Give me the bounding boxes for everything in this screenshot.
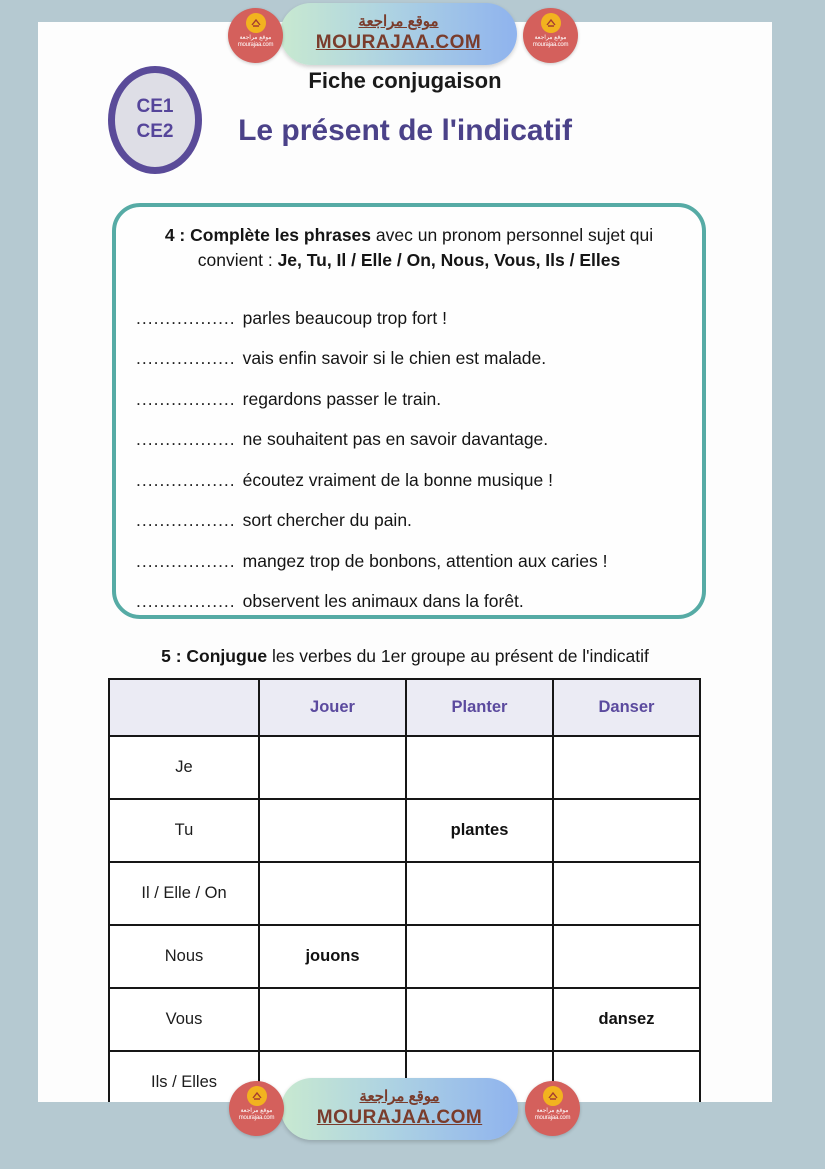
site-domain: MOURAJAA.COM (316, 1106, 483, 1128)
logo-caption: موقع مراجعة mourajaa.com (238, 1108, 275, 1121)
answer-blank: ................. (136, 348, 236, 368)
sentence-line: ................. sort chercher du pain. (136, 510, 412, 530)
corner-cell (109, 679, 259, 736)
exercise5-instruction: 5 : Conjugue les verbes du 1er groupe au présent de l'indicatif (161, 646, 649, 666)
answer-cell (406, 925, 553, 988)
column-header-danser: Danser (553, 679, 700, 736)
answer-cell (259, 988, 406, 1051)
grade-level-ce1: CE1 (136, 96, 174, 118)
mourajaa-logo-icon (247, 1086, 267, 1106)
answer-cell: plantes (406, 799, 553, 862)
column-header-planter: Planter (406, 679, 553, 736)
pronoun-cell: Nous (109, 925, 259, 988)
answer-cell (406, 988, 553, 1051)
column-header-jouer: Jouer (259, 679, 406, 736)
site-name-arabic: موقع مراجعة (358, 13, 439, 31)
mourajaa-logo-icon (543, 1086, 563, 1106)
mourajaa-logo-icon (541, 13, 561, 33)
sheet-subtitle: Fiche conjugaison (308, 68, 502, 93)
answer-cell: dansez (553, 988, 700, 1051)
pronoun-cell: Tu (109, 799, 259, 862)
sentence-line: ................. regardons passer le train. (136, 388, 442, 409)
answer-cell: jouons (259, 925, 406, 988)
pronoun-cell: Il / Elle / On (109, 862, 259, 925)
sentence-line: ................. mangez trop de bonbons, attention aux caries ! (136, 550, 608, 571)
pronoun-cell: Vous (109, 988, 259, 1051)
answer-cell (553, 925, 700, 988)
exercise4-box (112, 203, 706, 619)
answer-cell (406, 736, 553, 799)
answer-blank: ................. (136, 469, 236, 490)
sentence-line: ................. parles beaucoup trop fort ! (136, 307, 447, 328)
exercise4-instruction (116, 223, 702, 274)
answer-blank: ................. (136, 429, 236, 449)
worksheet-page (38, 22, 772, 1102)
answer-blank: ................. (136, 510, 236, 530)
sentence-line: ................. vais enfin savoir si le chien est malade. (136, 348, 547, 368)
sentence-line: ................. écoutez vraiment de la bonne musique ! (136, 469, 553, 490)
logo-caption: موقع مراجعة mourajaa.com (534, 1108, 571, 1121)
mourajaa-logo-icon (246, 13, 266, 33)
mourajaa-logo-badge (523, 8, 578, 63)
answer-cell (406, 862, 553, 925)
conjugation-table (108, 678, 701, 1102)
mourajaa-logo-badge (229, 1081, 284, 1136)
site-domain: MOURAJAA.COM (315, 31, 482, 53)
site-banner-top (280, 3, 517, 65)
answer-cell (553, 799, 700, 862)
table-row (109, 862, 700, 925)
answer-cell (259, 862, 406, 925)
grade-level-ce2: CE2 (136, 121, 174, 142)
answer-blank: ................. (136, 307, 236, 328)
table-row (109, 925, 700, 988)
pronoun-cell: Je (109, 736, 259, 799)
site-banner-bottom (281, 1078, 518, 1140)
table-row (109, 736, 700, 799)
answer-blank: ................. (136, 550, 236, 571)
answer-blank: ................. (136, 388, 236, 409)
sentence-line: ................. ne souhaitent pas en savoir davantage. (136, 429, 549, 449)
answer-cell (553, 862, 700, 925)
answer-cell (259, 799, 406, 862)
mourajaa-logo-badge (525, 1081, 580, 1136)
pronoun-cell: Ils / Elles (109, 1051, 259, 1102)
exercise4-instruction-line2: convient : Je, Tu, Il / Elle / On, Nous, Vous, Ils / Elles (197, 250, 621, 271)
table-row (109, 988, 700, 1051)
logo-caption: موقع مراجعة mourajaa.com (532, 35, 569, 48)
answer-cell (553, 736, 700, 799)
site-name-arabic: موقع مراجعة (359, 1088, 440, 1106)
answer-blank: ................. (136, 591, 236, 611)
table-header-row (109, 679, 700, 736)
mourajaa-logo-badge (228, 8, 283, 63)
exercise4-sentences (116, 298, 702, 622)
sentence-line: ................. observent les animaux dans la forêt. (136, 591, 524, 611)
logo-caption: موقع مراجعة mourajaa.com (237, 35, 274, 48)
page-title: Le présent de l'indicatif (238, 114, 572, 147)
answer-cell (259, 736, 406, 799)
table-row (109, 799, 700, 862)
exercise4-instruction-line1: 4 : Complète les phrases avec un pronom personnel sujet qui (164, 225, 654, 245)
